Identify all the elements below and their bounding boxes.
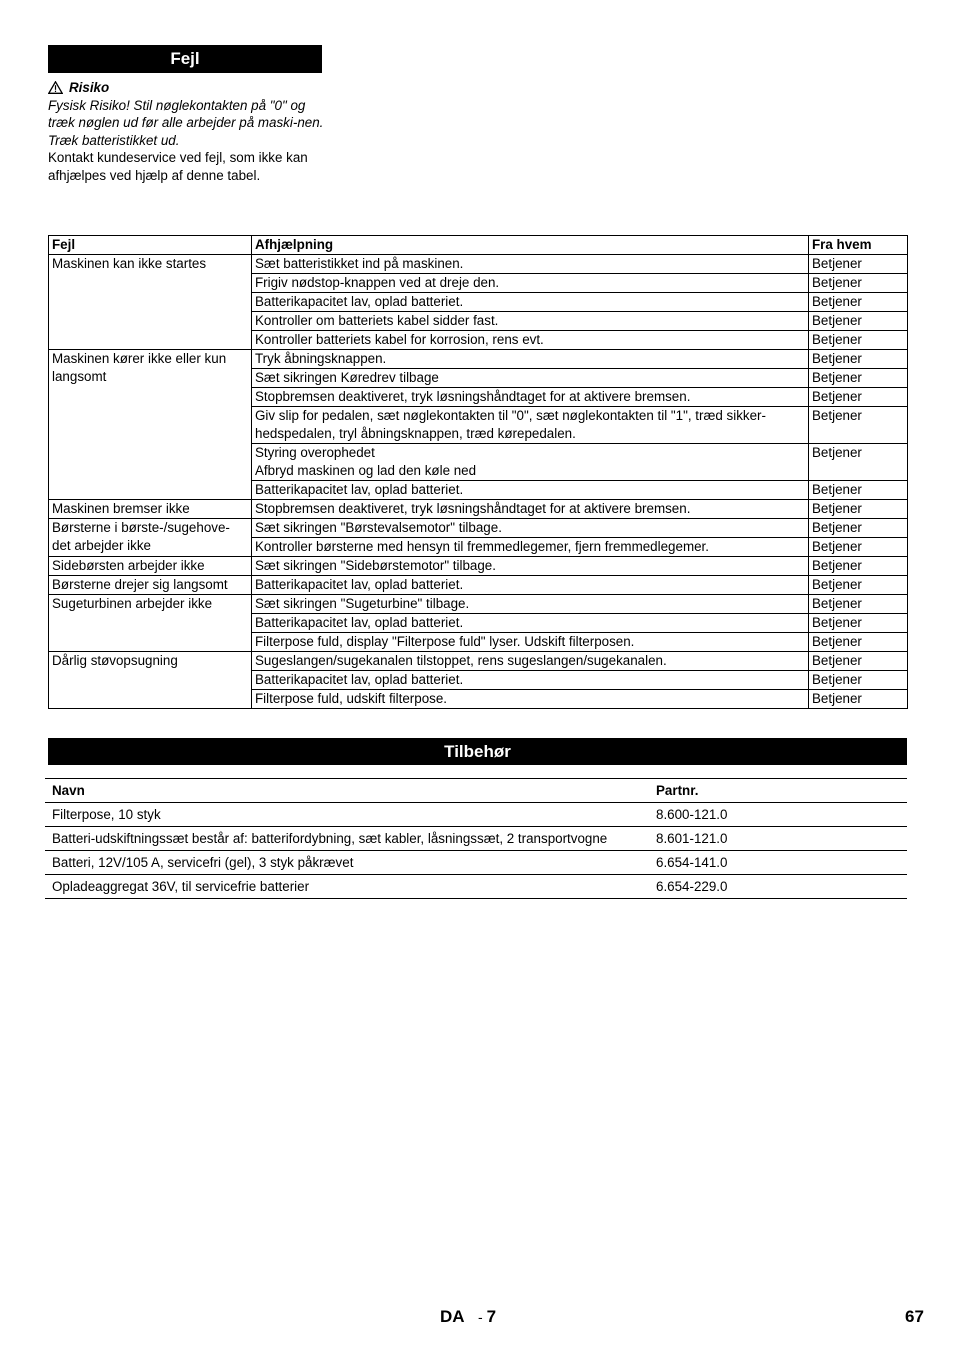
remedy-cell: Batterikapacitet lav, oplad batteriet.	[252, 614, 809, 633]
column-header-afhjaelpning: Afhjælpning	[252, 236, 809, 255]
column-header-navn: Navn	[45, 779, 649, 803]
warning-triangle-icon	[48, 81, 63, 94]
responsible-cell: Betjener	[809, 652, 908, 671]
remedy-cell: Sæt sikringen "Sidebørstemotor" tilbage.	[252, 557, 809, 576]
fault-cell: Dårlig støvopsugning	[49, 652, 252, 709]
accessory-partnr-cell: 6.654-141.0	[649, 851, 907, 875]
responsible-cell: Betjener	[809, 576, 908, 595]
footer-dash: -	[478, 1309, 483, 1325]
remedy-cell: Styring overophedet Afbryd maskinen og lad den køle ned	[252, 444, 809, 481]
remedy-cell: Sæt sikringen "Sugeturbine" tilbage.	[252, 595, 809, 614]
responsible-cell: Betjener	[809, 481, 908, 500]
remedy-cell: Sæt sikringen Køredrev tilbage	[252, 369, 809, 388]
responsible-cell: Betjener	[809, 350, 908, 369]
remedy-cell: Kontroller batteriets kabel for korrosion, rens evt.	[252, 331, 809, 350]
remedy-cell: Stopbremsen deaktiveret, tryk løsningshåndtaget for at aktivere bremsen.	[252, 388, 809, 407]
table-row	[45, 827, 907, 851]
footer-section-page	[478, 1307, 496, 1327]
accessories-header-row	[45, 779, 907, 803]
table-row	[49, 500, 908, 519]
remedy-cell: Kontroller om batteriets kabel sidder fast.	[252, 312, 809, 331]
service-text: Kontakt kundeservice ved fejl, som ikke kan afhjælpes ved hjælp af denne tabel.	[48, 150, 308, 183]
footer-section-page-number: 7	[486, 1307, 497, 1326]
column-header-partnr: Partnr.	[649, 779, 907, 803]
remedy-cell: Sæt batteristikket ind på maskinen.	[252, 255, 809, 274]
column-header-fra-hvem: Fra hvem	[809, 236, 908, 255]
remedy-cell: Sæt sikringen "Børstevalsemotor" tilbage.	[252, 519, 809, 538]
remedy-cell: Filterpose fuld, udskift filterpose.	[252, 690, 809, 709]
remedy-cell: Batterikapacitet lav, oplad batteriet.	[252, 576, 809, 595]
remedy-cell: Batterikapacitet lav, oplad batteriet.	[252, 293, 809, 312]
table-row	[45, 851, 907, 875]
table-row	[45, 803, 907, 827]
fault-cell: Sugeturbinen arbejder ikke	[49, 595, 252, 652]
remedy-cell: Batterikapacitet lav, oplad batteriet.	[252, 671, 809, 690]
accessory-partnr-cell: 8.600-121.0	[649, 803, 907, 827]
section-heading-fejl: Fejl	[48, 45, 322, 73]
risk-label: Risiko	[69, 80, 110, 95]
responsible-cell: Betjener	[809, 671, 908, 690]
accessory-partnr-cell: 6.654-229.0	[649, 875, 907, 899]
fault-cell: Børsterne drejer sig langsomt	[49, 576, 252, 595]
table-row	[49, 350, 908, 369]
responsible-cell: Betjener	[809, 274, 908, 293]
accessory-name-cell: Opladeaggregat 36V, til servicefrie batterier	[45, 875, 649, 899]
accessory-name-cell: Batteri, 12V/105 A, servicefri (gel), 3 styk påkrævet	[45, 851, 649, 875]
fault-cell: Børsterne i børste-/sugehove-det arbejder ikke	[49, 519, 252, 557]
table-row	[49, 557, 908, 576]
responsible-cell: Betjener	[809, 369, 908, 388]
responsible-cell: Betjener	[809, 690, 908, 709]
accessory-partnr-cell: 8.601-121.0	[649, 827, 907, 851]
table-row	[49, 595, 908, 614]
fault-cell: Maskinen kan ikke startes	[49, 255, 252, 350]
responsible-cell: Betjener	[809, 538, 908, 557]
responsible-cell: Betjener	[809, 595, 908, 614]
table-row	[49, 519, 908, 538]
remedy-cell: Frigiv nødstop-knappen ved at dreje den.	[252, 274, 809, 293]
fejl-intro	[48, 79, 333, 185]
responsible-cell: Betjener	[809, 444, 908, 481]
fault-cell: Maskinen kører ikke eller kun langsomt	[49, 350, 252, 500]
responsible-cell: Betjener	[809, 255, 908, 274]
risk-text: Fysisk Risiko! Stil nøglekontakten på "0" og træk nøglen ud før alle arbejder på maski-nen. Træk batteristikket ud.	[48, 97, 324, 148]
fault-table	[48, 235, 908, 709]
fault-table-header-row	[49, 236, 908, 255]
risk-heading	[48, 79, 333, 97]
accessory-name-cell: Filterpose, 10 styk	[45, 803, 649, 827]
responsible-cell: Betjener	[809, 331, 908, 350]
remedy-cell: Stopbremsen deaktiveret, tryk løsningshåndtaget for at aktivere bremsen.	[252, 500, 809, 519]
remedy-cell: Filterpose fuld, display "Filterpose fuld" lyser. Udskift filterposen.	[252, 633, 809, 652]
remedy-cell: Tryk åbningsknappen.	[252, 350, 809, 369]
responsible-cell: Betjener	[809, 519, 908, 538]
table-row	[49, 255, 908, 274]
accessories-table	[45, 778, 907, 899]
accessory-name-cell: Batteri-udskiftningssæt består af: batterifordybning, sæt kabler, låsningssæt, 2 transportvogne	[45, 827, 649, 851]
section-heading-tilbehor: Tilbehør	[48, 738, 907, 765]
responsible-cell: Betjener	[809, 407, 908, 444]
responsible-cell: Betjener	[809, 557, 908, 576]
footer-page-number: 67	[905, 1307, 924, 1326]
fault-cell: Sidebørsten arbejder ikke	[49, 557, 252, 576]
responsible-cell: Betjener	[809, 312, 908, 331]
responsible-cell: Betjener	[809, 633, 908, 652]
footer-language: DA	[440, 1307, 465, 1326]
table-row	[49, 652, 908, 671]
responsible-cell: Betjener	[809, 614, 908, 633]
remedy-cell: Giv slip for pedalen, sæt nøglekontakten til "0", sæt nøglekontakten til "1", træd sikker-hedspedalen, tryl åbningsknappen, træd kørepedalen.	[252, 407, 809, 444]
responsible-cell: Betjener	[809, 293, 908, 312]
remedy-cell: Kontroller børsterne med hensyn til fremmedlegemer, fjern fremmedlegemer.	[252, 538, 809, 557]
responsible-cell: Betjener	[809, 500, 908, 519]
table-row	[45, 875, 907, 899]
remedy-cell: Batterikapacitet lav, oplad batteriet.	[252, 481, 809, 500]
column-header-fejl: Fejl	[49, 236, 252, 255]
responsible-cell: Betjener	[809, 388, 908, 407]
remedy-cell: Sugeslangen/sugekanalen tilstoppet, rens sugeslangen/sugekanalen.	[252, 652, 809, 671]
table-row	[49, 576, 908, 595]
fault-cell: Maskinen bremser ikke	[49, 500, 252, 519]
